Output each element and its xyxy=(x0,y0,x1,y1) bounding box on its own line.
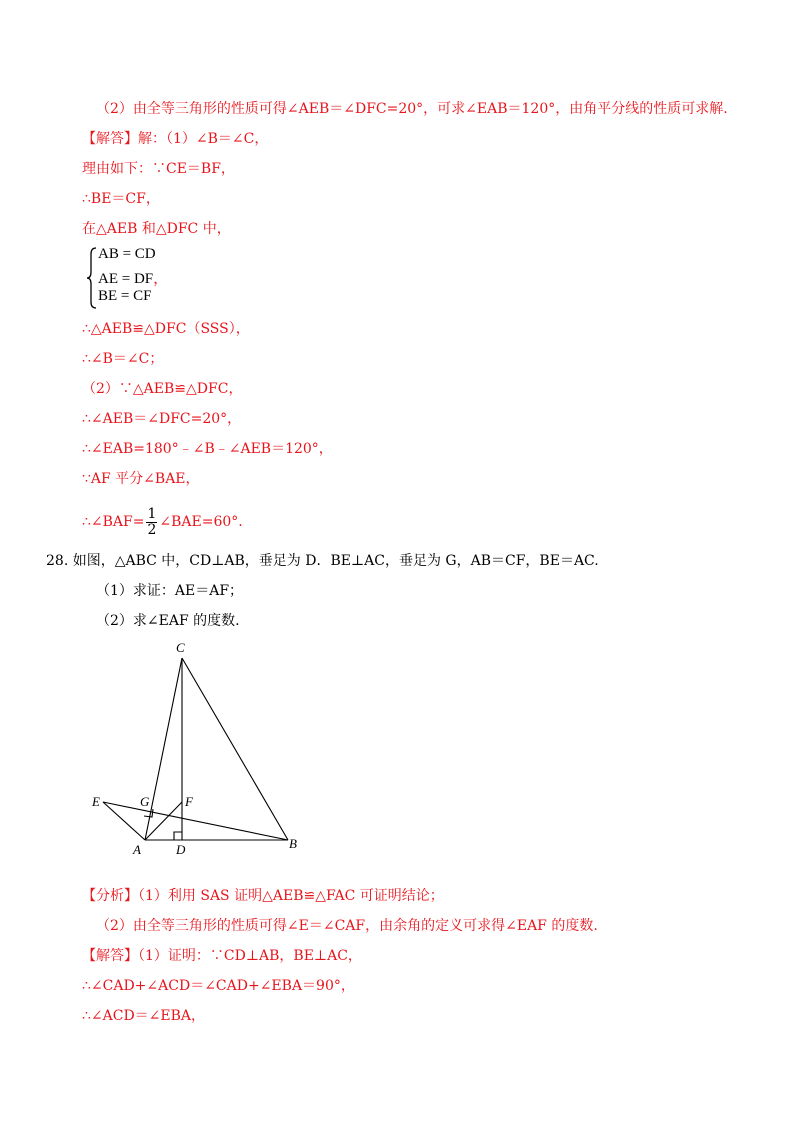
geometry-figure xyxy=(90,636,320,856)
right-angle-d xyxy=(174,832,182,840)
step-line: ∴∠B＝∠C； xyxy=(82,351,164,367)
label-f: F xyxy=(185,794,193,809)
label-d: D xyxy=(176,842,186,856)
step-line: ∴△AEB≌△DFC（SSS）， xyxy=(82,321,250,337)
label-e: E xyxy=(92,794,100,809)
analysis-part2: （2）由全等三角形的性质可得∠E＝∠CAF，由余角的定义可求得∠EAF 的度数. xyxy=(96,918,598,934)
step-line: ∴∠CAD+∠ACD＝∠CAD+∠EBA＝90°， xyxy=(82,978,355,994)
analysis-heading: 【分析】（1）利用 SAS 证明△AEB≌△FAC 可证明结论； xyxy=(82,888,444,904)
step-line: ∴∠AEB＝∠DFC=20°， xyxy=(82,411,242,427)
segment-ca xyxy=(145,658,182,840)
equation-row: AE = DF， xyxy=(98,271,169,287)
segment-cb xyxy=(182,658,288,840)
step-line: ∴∠ACD＝∠EBA， xyxy=(82,1008,206,1024)
question-part1: （1）求证：AE＝AF； xyxy=(96,583,244,599)
step-line: ∴BE＝CF， xyxy=(82,191,160,207)
step-line: ∴∠EAB=180°﹣∠B﹣∠AEB＝120°， xyxy=(82,441,333,457)
label-g: G xyxy=(140,794,150,809)
equation-system xyxy=(86,246,196,310)
equation-row: BE = CF xyxy=(98,288,152,304)
fraction: $\frac{1}{2}$ xyxy=(147,505,157,538)
step-line: （2）∵△AEB≌△DFC， xyxy=(82,381,243,397)
segment-ea xyxy=(103,802,145,840)
question-part2: （2）求∠EAF 的度数. xyxy=(96,613,240,629)
step-line-fraction: ∴∠BAF= $\frac{1}{2}$ ∠BAE=60°. xyxy=(82,505,243,538)
answer-heading: 【解答】解：（1）∠B＝∠C， xyxy=(82,131,269,147)
left-brace-icon xyxy=(86,246,98,310)
analysis-part2: （2）由全等三角形的性质可得∠AEB＝∠DFC=20°，可求∠EAB＝120°，由角平分线的性质可求解. xyxy=(96,101,728,117)
reason-line: 理由如下：∵CE＝BF， xyxy=(82,161,235,177)
step-line: 在△AEB 和△DFC 中， xyxy=(82,221,231,237)
answer-heading: 【解答】（1）证明：∵CD⊥AB，BE⊥AC， xyxy=(82,948,362,964)
label-a: A xyxy=(133,842,141,856)
question-28: 28. 如图，△ABC 中，CD⊥AB，垂足为 D．BE⊥AC，垂足为 G，AB＝CF，BE＝AC. xyxy=(46,553,599,569)
segment-af xyxy=(145,802,182,840)
step-line: ∵AF 平分∠BAE， xyxy=(82,471,200,487)
label-b: B xyxy=(289,836,297,851)
equation-row: AB = CD xyxy=(98,246,156,262)
segment-eb xyxy=(103,802,288,840)
label-c: C xyxy=(176,640,185,655)
